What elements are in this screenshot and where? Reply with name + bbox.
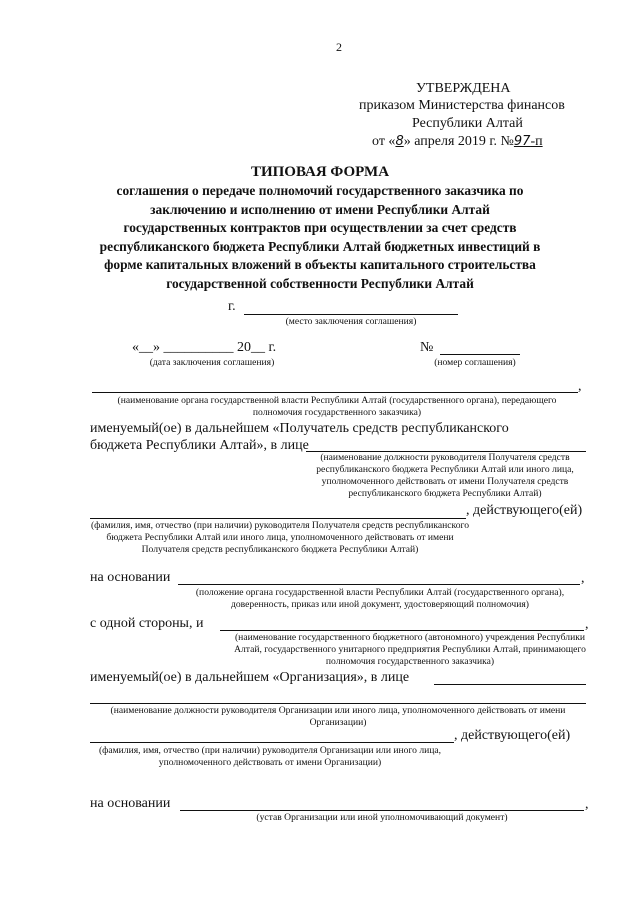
- agreement-number-hint: (номер соглашения): [434, 357, 516, 368]
- signing-date[interactable]: «__» __________ 20__ г.: [132, 340, 277, 355]
- subtitle-line: государственных контрактов при осуществлении за счет средств: [123, 220, 517, 235]
- named-org-hint: (наименование должности руководителя Организации или иного лица, уполномоченного действовать от имени Организации): [110, 705, 566, 728]
- acting1-hint: (фамилия, имя, отчество (при наличии) руководителя Получателя средств республиканского бюджета Республики Алтай или иного лица, уполномоченного действовать от имени Получателя средств республиканского бюджета Республики Алтай): [90, 520, 469, 555]
- agreement-number-prefix: №: [420, 340, 434, 355]
- place-prefix: г.: [228, 299, 236, 314]
- approval-date-num: 97: [513, 134, 531, 149]
- subtitle-line: республиканского бюджета Республики Алтай бюджетных инвестиций в: [99, 238, 541, 254]
- recipient-head-name-field[interactable]: [90, 518, 466, 519]
- basis1-hint: (положение органа государственной власти Республики Алтай (государственного органа), доверенность, приказ или иной документ, удостоверяющий полномочия): [195, 587, 565, 610]
- approval-date-mid: » апреля 2019 г. №: [403, 134, 514, 149]
- acting2-hint: (фамилия, имя, отчество (при наличии) руководителя Организации или иного лица, уполномоченного действовать от имени Организации): [98, 745, 442, 768]
- approval-line2: Республики Алтай: [412, 116, 523, 131]
- org-head-position-field-1[interactable]: [434, 684, 586, 685]
- recipient-position-hint: (наименование должности руководителя Получателя средств республиканского бюджета Республики Алтай или иного лица, уполномоченного действовать от имени Получателя средств республиканского бюджета Республики Алтай): [316, 452, 574, 499]
- acting1-text: , действующего(ей): [466, 503, 583, 518]
- basis2-comma: ,: [585, 797, 589, 812]
- named-recipient-line1: именуемый(ое) в дальнейшем «Получатель средств республиканского: [90, 421, 509, 436]
- approval-heading: УТВЕРЖДЕНА: [416, 81, 511, 96]
- place-field[interactable]: [244, 314, 458, 315]
- subtitle-line: государственной собственности Республики Алтай: [166, 275, 474, 291]
- org-head-name-field[interactable]: [90, 742, 454, 743]
- org-head-position-field-2[interactable]: [90, 703, 586, 704]
- basis1-label: на основании: [90, 570, 171, 585]
- organization-name-field[interactable]: [220, 630, 584, 631]
- one-side-hint: (наименование государственного бюджетного (автономного) учреждения Республики Алтай, государственного унитарного предприятия Республики Алтай, принимающего полномочия государственного заказчика): [234, 632, 586, 667]
- basis2-label: на основании: [90, 796, 171, 811]
- recipient-body-field[interactable]: [92, 392, 578, 393]
- approval-date-suffix: -п: [530, 134, 543, 149]
- document-subtitle: [0, 182, 640, 293]
- page-number: 2: [336, 40, 342, 54]
- approval-date-prefix: от «: [372, 134, 396, 149]
- acting2-text: , действующего(ей): [454, 728, 571, 743]
- recipient-body-comma: ,: [578, 379, 582, 394]
- document-title: ТИПОВАЯ ФОРМА: [250, 164, 390, 180]
- basis1-comma: ,: [581, 571, 585, 586]
- approval-date: [372, 133, 543, 151]
- basis1-field[interactable]: [178, 584, 580, 585]
- subtitle-line: заключению и исполнению от имени Республики Алтай: [150, 201, 490, 217]
- named-recipient-line2: бюджета Республики Алтай», в лице: [90, 438, 309, 453]
- approval-date-day: 8: [395, 134, 404, 149]
- approval-line1: приказом Министерства финансов: [359, 98, 565, 113]
- named-org-line: именуемый(ое) в дальнейшем «Организация», в лице: [90, 670, 410, 685]
- recipient-body-hint: (наименование органа государственной власти Республики Алтай (государственного органа), передающего полномочия государственного заказчика): [117, 395, 557, 418]
- one-side-comma: ,: [585, 617, 589, 632]
- one-side-label: с одной стороны, и: [90, 616, 204, 631]
- basis2-hint: (устав Организации или иной уполномочивающий документ): [256, 812, 508, 823]
- agreement-number-field[interactable]: [440, 354, 520, 355]
- place-hint: (место заключения соглашения): [285, 316, 417, 327]
- signing-date-hint: (дата заключения соглашения): [149, 357, 275, 368]
- subtitle-line: соглашения о передаче полномочий государственного заказчика по: [116, 183, 524, 198]
- subtitle-line: форме капитальных вложений в объекты капитального строительства: [104, 257, 536, 272]
- basis2-field[interactable]: [180, 810, 584, 811]
